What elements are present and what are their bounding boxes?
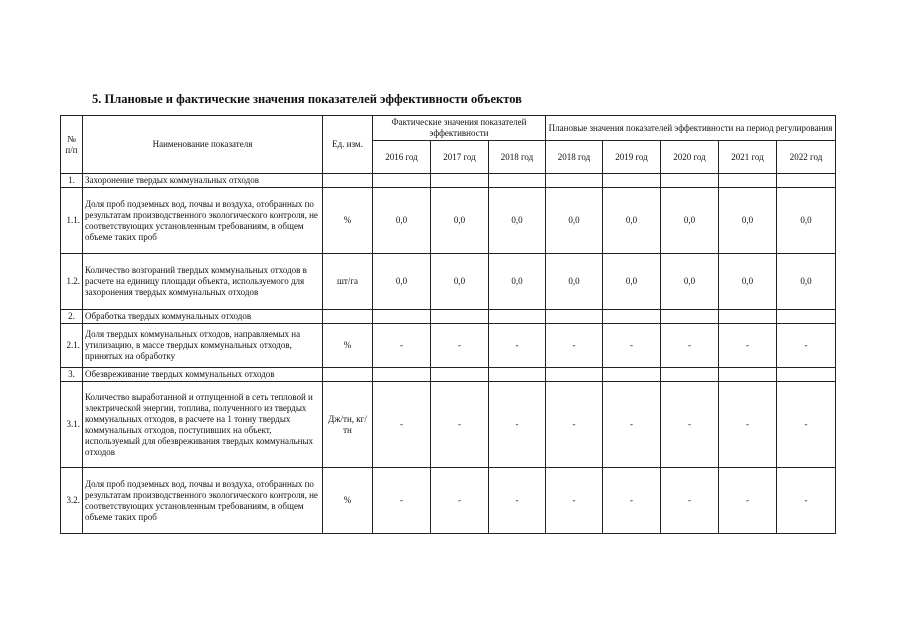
table-row [61,188,836,254]
value-cell: - [373,324,431,368]
table-row [61,254,836,310]
value-cell: - [719,468,777,534]
unit-cell: % [323,468,373,534]
indicator-name: Доля проб подземных вод, почвы и воздуха, отобранных по результатам производственного экологического контроля, не соответствующих установленным требованиям, в общем объеме таких проб [83,468,323,534]
value-cell: - [603,468,661,534]
value-cell: 0,0 [373,254,431,310]
indicator-name: Доля твердых коммунальных отходов, направляемых на утилизацию, в массе твердых коммунальных отходов, принятых на обработку [83,324,323,368]
value-cell: 0,0 [489,188,546,254]
value-cell: 0,0 [546,254,603,310]
value-cell: - [661,468,719,534]
table-row [61,468,836,534]
value-cell: - [777,382,836,468]
section-name: Обработка твердых коммунальных отходов [83,310,323,324]
header-year: 2018 год [546,141,603,174]
row-num: 3.2. [61,468,83,534]
indicators-table [60,115,836,534]
header-year: 2019 год [603,141,661,174]
header-planned-group: Плановые значения показателей эффективности на период регулирования [546,116,836,141]
value-cell: 0,0 [661,254,719,310]
value-cell: - [777,324,836,368]
row-num: 1.1. [61,188,83,254]
value-cell: 0,0 [777,254,836,310]
section-name: Захоронение твердых коммунальных отходов [83,174,323,188]
value-cell: - [661,382,719,468]
header-year: 2021 год [719,141,777,174]
value-cell: - [546,468,603,534]
value-cell: - [546,382,603,468]
header-actual-group: Фактические значения показателей эффективности [373,116,546,141]
header-unit: Ед. изм. [323,116,373,174]
value-cell: - [489,382,546,468]
indicator-name: Доля проб подземных вод, почвы и воздуха, отобранных по результатам производственного экологического контроля, не соответствующих установленным требованиям, в общем объеме таких проб [83,188,323,254]
value-cell: - [431,324,489,368]
indicator-name: Количество выработанной и отпущенной в сеть тепловой и электрической энергии, топлива, полученного из твердых коммунальных отходов, в расчете на 1 тонну твердых коммунальных отходов, поступивших на объект, используемый для обезвреживания твердых коммунальных отходов [83,382,323,468]
header-year: 2020 год [661,141,719,174]
value-cell: - [777,468,836,534]
row-num: 3. [61,368,83,382]
row-num: 2.1. [61,324,83,368]
section-row [61,174,836,188]
row-num: 1.2. [61,254,83,310]
value-cell: - [373,468,431,534]
row-num: 1. [61,174,83,188]
value-cell: 0,0 [489,254,546,310]
value-cell: 0,0 [603,254,661,310]
value-cell: - [719,382,777,468]
table-row [61,382,836,468]
indicator-name: Количество возгораний твердых коммунальных отходов в расчете на единицу площади объекта, используемого для захоронения твердых коммунальных отходов [83,254,323,310]
value-cell: - [719,324,777,368]
section-name: Обезвреживание твердых коммунальных отходов [83,368,323,382]
value-cell: 0,0 [373,188,431,254]
value-cell: 0,0 [719,188,777,254]
value-cell: - [431,468,489,534]
value-cell: - [661,324,719,368]
value-cell: - [489,324,546,368]
header-year: 2017 год [431,141,489,174]
table-row [61,324,836,368]
header-year: 2018 год [489,141,546,174]
header-name: Наименование показателя [83,116,323,174]
value-cell: - [431,382,489,468]
header-num: № п/п [61,116,83,174]
value-cell: 0,0 [719,254,777,310]
section-row [61,368,836,382]
value-cell: - [546,324,603,368]
header-year: 2022 год [777,141,836,174]
row-num: 2. [61,310,83,324]
value-cell: - [603,382,661,468]
value-cell: 0,0 [661,188,719,254]
value-cell: 0,0 [431,254,489,310]
unit-cell: % [323,188,373,254]
value-cell: 0,0 [546,188,603,254]
value-cell: 0,0 [777,188,836,254]
unit-cell: Дж/тн, кг/тн [323,382,373,468]
section-row [61,310,836,324]
value-cell: 0,0 [603,188,661,254]
value-cell: 0,0 [431,188,489,254]
value-cell: - [603,324,661,368]
section-title: 5. Плановые и фактические значения показателей эффективности объектов [92,92,522,106]
header-year: 2016 год [373,141,431,174]
value-cell: - [373,382,431,468]
value-cell: - [489,468,546,534]
unit-cell: % [323,324,373,368]
unit-cell: шт/га [323,254,373,310]
row-num: 3.1. [61,382,83,468]
